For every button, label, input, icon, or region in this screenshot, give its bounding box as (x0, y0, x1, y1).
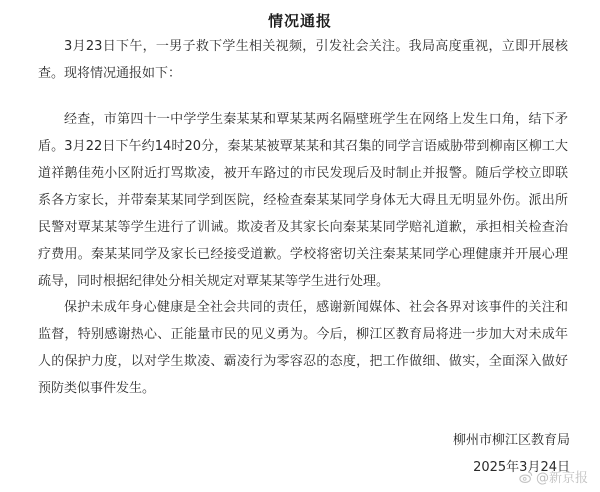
issuing-organization: 柳州市柳江区教育局 (452, 433, 570, 448)
source-watermark (519, 467, 588, 486)
weibo-icon (519, 470, 533, 484)
watermark-text: @新京报 (535, 471, 588, 486)
issue-date: 2025年3月24日 (473, 460, 570, 475)
paragraph-findings: 经查，市第四十一中学学生秦某某和覃某某两名隔壁班学生在网络上发生口角，结下矛盾。3月22日下午约14时20分，秦某某被覃某某和其召集的同学言语威胁带到柳南区柳工大道祥鹅佳苑小区附近打骂欺凌，被开车路过的市民发现后及时制止并报警。随后学校立即联系各方家长，并带秦某某同学到医院，经检查秦某某同学身体无大碍且无明显外伤。派出所民警对覃某某等学生进行了训诫。欺凌者及其家长向秦某某同学赔礼道歉，承担相关检查治疗费用。秦某某同学及家长已经接受道歉。学校将密切关注秦某某同学心理健康并开展心理疏导，同时根据纪律处分相关规定对覃某某等学生进行处理。 (38, 112, 568, 289)
paragraph-conclusion: 保护未成年身心健康是全社会共同的责任，感谢新闻媒体、社会各界对该事件的关注和监督，特别感谢热心、正能量市民的见义勇为。今后，柳江区教育局将进一步加大对未成年人的保护力度，以对学生欺凌、霸凌行为零容忍的态度，把工作做细、做实，全面深入做好预防类似事件发生。 (38, 300, 568, 396)
paragraph-intro: 3月23日下午，一男子救下学生相关视频，引发社会关注。我局高度重视，立即开展核查。现将情况通报如下： (38, 39, 568, 81)
document-title: 情况通报 (267, 12, 332, 30)
